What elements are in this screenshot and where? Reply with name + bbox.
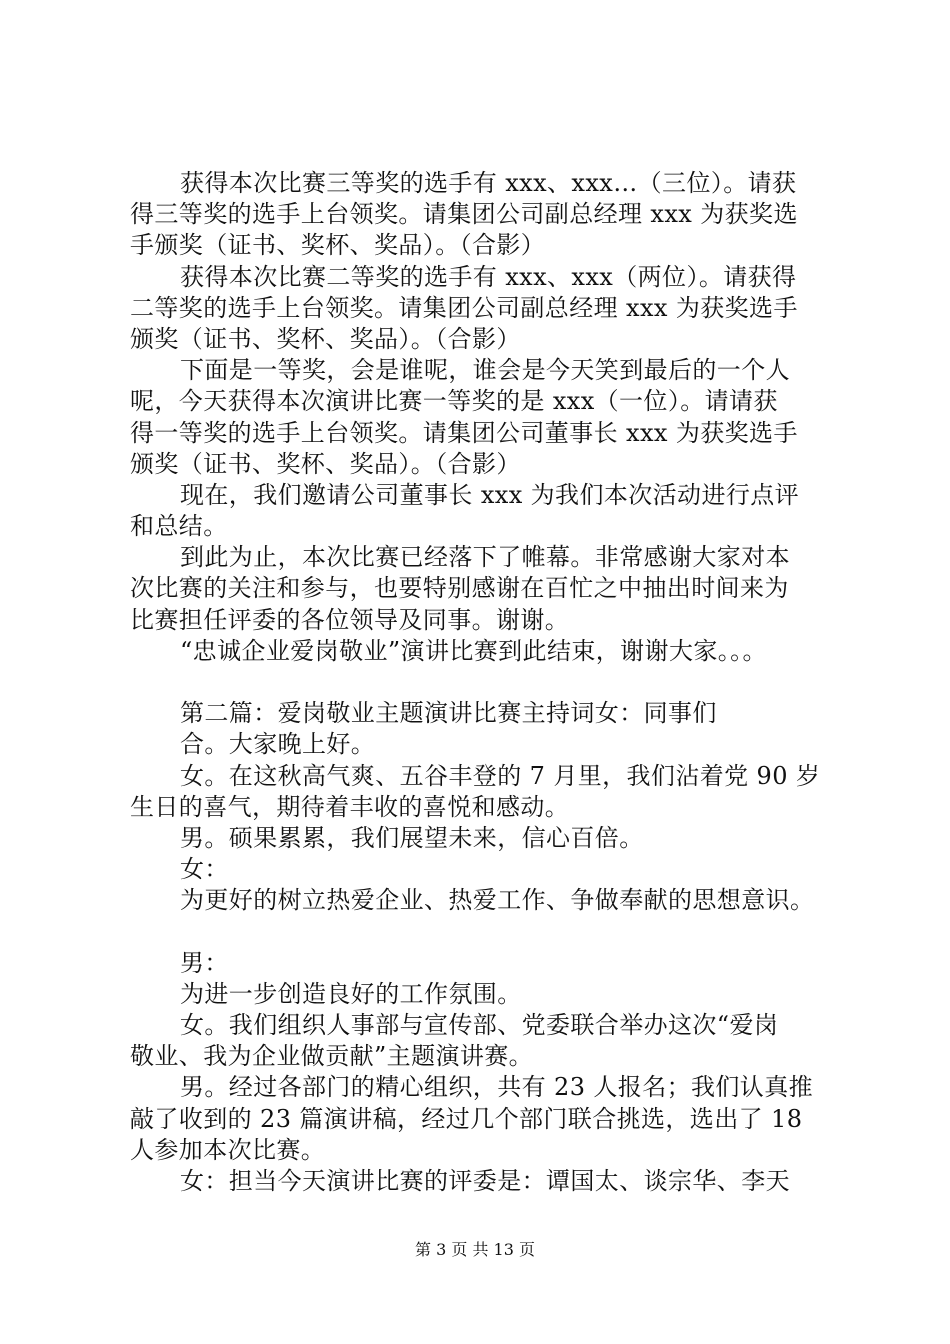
text-line: 得三等奖的选手上台领奖。请集团公司副总经理 xxx 为获奖选 — [130, 200, 798, 229]
text-line: 比赛担任评委的各位领导及同事。谢谢。 — [130, 605, 570, 634]
text-line: 男： — [180, 948, 229, 977]
text-line: 生日的喜气，期待着丰收的喜悦和感动。 — [130, 792, 570, 821]
text-line: 获得本次比赛二等奖的选手有 xxx、xxx（两位）。请获得 — [180, 262, 797, 291]
document-body — [130, 168, 850, 1197]
text-line: 下面是一等奖，会是谁呢，谁会是今天笑到最后的一个人 — [180, 356, 790, 385]
page-number-footer: 第 3 页 共 13 页 — [415, 1240, 535, 1259]
text-line: 手颁奖（证书、奖杯、奖品）。（合影） — [130, 231, 546, 260]
text-line: 现在，我们邀请公司董事长 xxx 为我们本次活动进行点评 — [180, 480, 800, 509]
text-line: 颁奖（证书、奖杯、奖品）。（合影） — [130, 449, 521, 478]
text-line: 敬业、我为企业做贡献”主题演讲赛。 — [130, 1042, 534, 1071]
text-line: 二等奖的选手上台领奖。请集团公司副总经理 xxx 为获奖选手 — [130, 293, 798, 322]
text-line: 为更好的树立热爱企业、热爱工作、争做奉献的思想意识。 — [180, 886, 815, 915]
text-line: “忠诚企业爱岗敬业”演讲比赛到此结束，谢谢大家。。。 — [180, 636, 767, 665]
text-line: 呢，今天获得本次演讲比赛一等奖的是 xxx（一位）。请请获 — [130, 387, 778, 416]
text-line: 女：担当今天演讲比赛的评委是：谭国太、谈宗华、李天 — [180, 1167, 790, 1195]
section-heading: 第二篇：爱岗敬业主题演讲比赛主持词女：同事们 — [180, 699, 717, 728]
text-line: 得一等奖的选手上台领奖。请集团公司董事长 xxx 为获奖选手 — [130, 418, 798, 447]
text-line: 男。硕果累累，我们展望未来，信心百倍。 — [180, 823, 644, 852]
text-line: 为进一步创造良好的工作氛围。 — [180, 979, 522, 1008]
paragraph-gap — [130, 917, 850, 948]
text-line: 男。经过各部门的精心组织，共有 23 人报名；我们认真推 — [180, 1073, 813, 1102]
text-line: 敲了收到的 23 篇演讲稿，经过几个部门联合挑选，选出了 18 — [130, 1104, 803, 1133]
text-line: 合。大家晚上好。 — [180, 730, 376, 759]
paragraph-gap — [130, 667, 850, 698]
text-line: 获得本次比赛三等奖的选手有 xxx、xxx…（三位）。请获 — [180, 169, 797, 197]
text-line: 到此为止，本次比赛已经落下了帷幕。非常感谢大家对本 — [180, 543, 790, 572]
text-line: 和总结。 — [130, 512, 228, 541]
text-line: 次比赛的关注和参与，也要特别感谢在百忙之中抽出时间来为 — [130, 574, 789, 603]
text-line: 女： — [180, 855, 229, 884]
text-line: 颁奖（证书、奖杯、奖品）。（合影） — [130, 324, 521, 353]
text-line: 人参加本次比赛。 — [130, 1135, 326, 1164]
text-line: 女。在这秋高气爽、五谷丰登的 7 月里，我们沾着党 90 岁 — [180, 761, 821, 790]
text-line: 女。我们组织人事部与宣传部、党委联合举办这次“爱岗 — [180, 1011, 779, 1040]
